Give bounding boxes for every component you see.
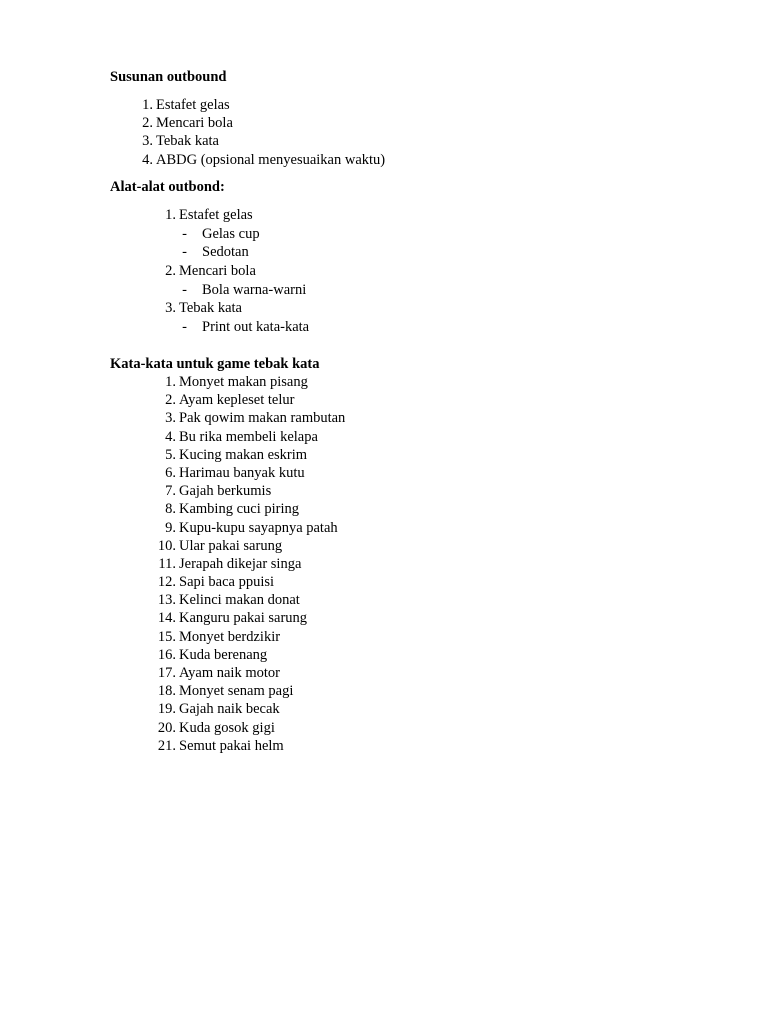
item-text: Gajah berkumis (179, 483, 272, 500)
item-text: Kupu-kupu sayapnya patah (179, 519, 338, 536)
list-alat (165, 206, 310, 337)
section-heading-alat: Alat-alat outbond: (110, 179, 225, 195)
item-number: 13. (157, 592, 176, 609)
list-item (157, 646, 345, 664)
item-number: 7. (165, 483, 176, 500)
item-text: Print out kata-kata (202, 319, 310, 336)
list-item (142, 114, 385, 132)
item-text: Bu rika membeli kelapa (179, 428, 318, 445)
item-text: Gajah naik becak (179, 701, 280, 718)
item-number: 4. (142, 151, 153, 168)
item-text: Ular pakai sarung (179, 537, 283, 554)
item-text: Mencari bola (179, 263, 256, 280)
list-susunan (142, 96, 386, 169)
list-item (165, 299, 309, 318)
list-item (165, 262, 309, 281)
item-text: Kuda gosok gigi (179, 719, 275, 736)
item-text: Monyet senam pagi (179, 683, 294, 700)
list-item (157, 573, 345, 591)
list-item (142, 96, 385, 114)
item-number: 1. (165, 374, 176, 390)
dash-bullet: - (182, 319, 187, 336)
list-item (157, 628, 345, 646)
item-text: Kelinci makan donat (179, 592, 300, 609)
item-text: Kucing makan eskrim (179, 446, 308, 463)
item-number: 20. (157, 719, 176, 736)
list-item (158, 555, 345, 573)
item-number: 11. (158, 555, 176, 572)
list-item (165, 391, 345, 409)
item-text: Monyet makan pisang (179, 374, 308, 390)
item-number: 3. (165, 300, 176, 317)
item-text: Estafet gelas (156, 97, 230, 113)
item-text: Sapi baca ppuisi (179, 574, 275, 591)
item-number: 3. (142, 133, 153, 150)
item-number: 15. (157, 628, 176, 645)
item-text: Estafet gelas (179, 207, 253, 223)
list-item (157, 664, 345, 682)
item-text: Tebak kata (179, 300, 242, 317)
item-number: 1. (165, 207, 176, 223)
list-item (157, 682, 345, 700)
item-number: 18. (157, 683, 176, 700)
item-number: 2. (142, 115, 153, 132)
item-number: 5. (165, 446, 176, 463)
item-number: 6. (165, 464, 176, 481)
item-text: Gelas cup (202, 225, 260, 242)
list-item (165, 428, 345, 446)
item-number: 17. (157, 665, 176, 681)
list-item (165, 373, 345, 391)
item-text: Jerapah dikejar singa (179, 555, 302, 572)
dash-bullet: - (182, 225, 187, 242)
item-text: Sedotan (202, 244, 249, 261)
list-item (165, 464, 345, 482)
list-item (165, 206, 309, 225)
item-number: 8. (165, 501, 176, 518)
item-text: Monyet berdzikir (179, 628, 281, 645)
item-text: Kanguru pakai sarung (179, 610, 308, 627)
item-text: Ayam naik motor (179, 665, 280, 681)
sub-list-item (182, 243, 309, 262)
item-text: Bola warna-warni (202, 281, 307, 298)
item-number: 2. (165, 263, 176, 280)
item-text: Tebak kata (156, 133, 219, 150)
item-text: Semut pakai helm (179, 737, 284, 754)
item-number: 21. (157, 737, 176, 754)
item-text: ABDG (opsional menyesuaikan waktu) (156, 151, 386, 168)
item-text: Harimau banyak kutu (179, 464, 305, 481)
list-item (165, 519, 345, 537)
item-number: 19. (157, 701, 176, 718)
list-item (157, 719, 345, 737)
list-item (157, 591, 345, 609)
item-number: 3. (165, 410, 176, 427)
item-number: 1. (142, 97, 153, 113)
dash-bullet: - (182, 281, 187, 298)
item-text: Pak qowim makan rambutan (179, 410, 346, 427)
dash-bullet: - (182, 244, 187, 261)
item-number: 4. (165, 428, 176, 445)
list-item (157, 700, 345, 718)
section-heading-kata: Kata-kata untuk game tebak kata (110, 356, 320, 372)
item-number: 10. (157, 537, 176, 554)
item-text: Ayam kepleset telur (179, 392, 295, 409)
item-number: 12. (157, 574, 176, 591)
item-text: Mencari bola (156, 115, 233, 132)
list-item (157, 737, 345, 755)
item-text: Kuda berenang (179, 646, 268, 663)
item-number: 9. (165, 519, 176, 536)
sub-list-item (182, 225, 309, 244)
list-item (157, 609, 345, 627)
list-item (142, 132, 385, 150)
item-text: Kambing cuci piring (179, 501, 300, 518)
list-item (165, 409, 346, 427)
list-kata (157, 373, 346, 755)
list-item (165, 446, 345, 464)
list-item (142, 151, 386, 169)
list-item (165, 500, 345, 518)
item-number: 16. (157, 646, 176, 663)
list-item (165, 482, 345, 500)
item-number: 14. (157, 610, 176, 627)
section-heading-susunan: Susunan outbound (110, 69, 227, 85)
item-number: 2. (165, 392, 176, 409)
sub-list-item (182, 281, 309, 300)
sub-list-item (182, 318, 310, 337)
list-item (157, 537, 345, 555)
